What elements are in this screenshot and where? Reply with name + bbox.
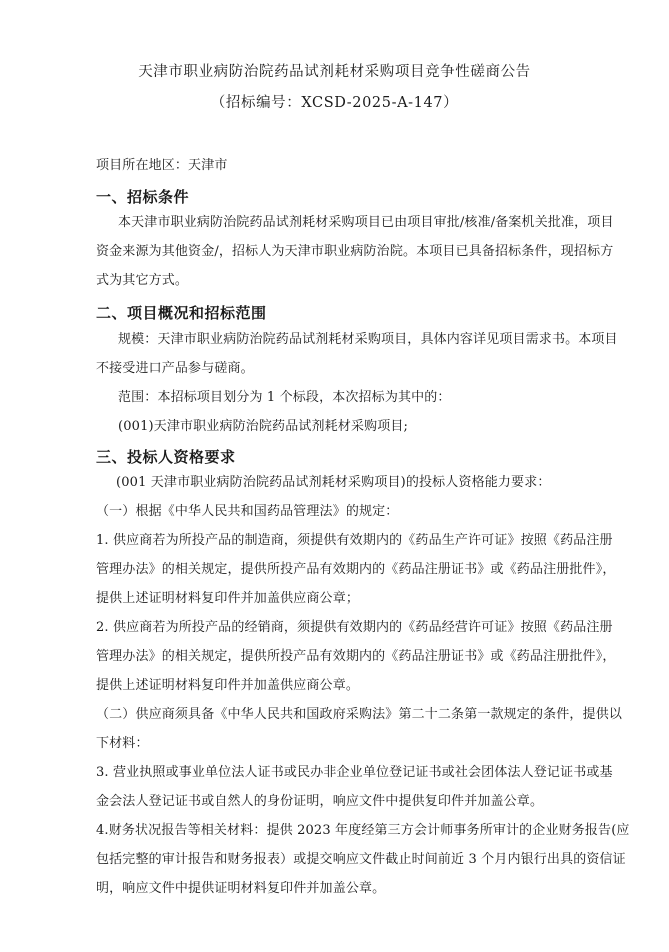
section-3-line: 管理办法》的相关规定，提供所投产品有效期内的《药品注册证书》或《药品注册批件》，: [96, 649, 616, 664]
section-3-line: 下材料：: [96, 736, 149, 751]
section-3-heading: 三、投标人资格要求: [96, 448, 236, 466]
section-3-line: 明，响应文件中提供证明材料复印件并加盖公章。: [96, 881, 386, 896]
section-3-line: （一）根据《中华人民共和国药品管理法》的规定：: [96, 504, 399, 519]
section-1-line: 式为其它方式。: [96, 273, 189, 288]
section-2-line: 不接受进口产品参与磋商。: [96, 361, 254, 376]
section-3-line: 4.财务状况报告等相关材料：提供 2023 年度经第三方会计师事务所审计的企业财务报告(应: [96, 823, 630, 838]
section-2-line: (001)天津市职业病防治院药品试剂耗材采购项目;: [118, 419, 409, 434]
section-2-heading: 二、项目概况和招标范围: [96, 304, 267, 322]
project-location: 项目所在地区：天津市: [96, 158, 228, 173]
section-3-line: （二）供应商须具备《中华人民共和国政府采购法》第二十二条第一款规定的条件，提供以: [96, 707, 623, 722]
section-3-line: 2. 供应商若为所投产品的经销商，须提供有效期内的《药品经营许可证》按照《药品注册: [96, 620, 613, 635]
section-1-line: 资金来源为其他资金/，招标人为天津市职业病防治院。本项目已具备招标条件，现招标方: [96, 244, 614, 259]
section-3-line: (001 天津市职业病防治院药品试剂耗材采购项目)的投标人资格能力要求：: [116, 475, 551, 490]
bid-number: （招标编号：XCSD-2025-A-147）: [210, 95, 459, 111]
section-3-line: 1. 供应商若为所投产品的制造商，须提供有效期内的《药品生产许可证》按照《药品注册: [96, 533, 613, 548]
section-2-line: 规模：天津市职业病防治院药品试剂耗材采购项目，具体内容详见项目需求书。本项目: [118, 332, 618, 347]
section-1-line: 本天津市职业病防治院药品试剂耗材采购项目已由项目审批/核准/备案机关批准，项目: [118, 215, 614, 230]
section-3-line: 提供上述证明材料复印件并加盖供应商公章。: [96, 678, 360, 693]
section-3-line: 金会法人登记证书或自然人的身份证明，响应文件中提供复印件并加盖公章。: [96, 794, 544, 809]
section-3-line: 提供上述证明材料复印件并加盖供应商公章；: [96, 591, 360, 606]
section-3-line: 包括完整的审计报告和财务报表）或提交响应文件截止时间前近 3 个月内银行出具的资信证: [96, 852, 626, 867]
section-1-heading: 一、招标条件: [96, 188, 190, 206]
section-3-line: 3. 营业执照或事业单位法人证书或民办非企业单位登记证书或社会团体法人登记证书或基: [96, 765, 613, 780]
section-2-line: 范围：本招标项目划分为 1 个标段，本次招标为其中的：: [118, 390, 451, 405]
document-title: 天津市职业病防治院药品试剂耗材采购项目竞争性磋商公告: [138, 64, 531, 80]
section-3-line: 管理办法》的相关规定，提供所投产品有效期内的《药品注册证书》或《药品注册批件》，: [96, 562, 616, 577]
